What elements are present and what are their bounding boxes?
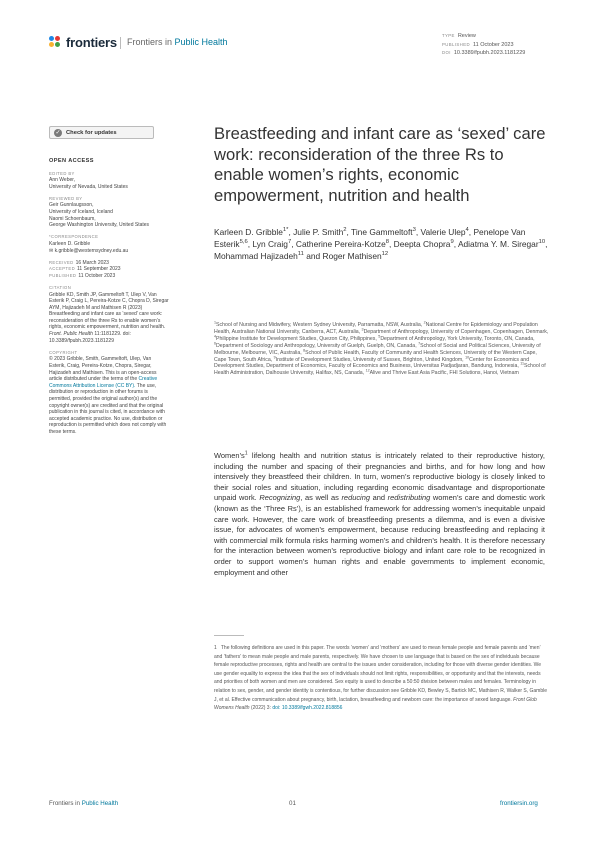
author-name[interactable]: Roger Mathisen	[322, 251, 382, 262]
journal-name[interactable]: Frontiers in Public Health	[127, 37, 228, 47]
affiliation-text: School of Nursing and Midwifery, Western Sydney University, Parramatta, NSW, Australia,	[216, 322, 424, 328]
affiliation-number: 8	[303, 347, 306, 352]
affiliation-text: School of Public Health, Faculty of Community and Health Sciences, University of the Western Cape, Cape Town, South Africa,	[214, 349, 537, 363]
affiliation-number: 11	[520, 361, 524, 366]
author-name[interactable]: Catherine Pereira-Kotze	[295, 239, 386, 250]
frontiers-logo[interactable]	[49, 35, 117, 50]
site-link[interactable]: frontiersin.org	[500, 800, 538, 807]
author-affiliation-ref: 10	[538, 239, 546, 246]
author-name[interactable]: Adiatma Y. M. Siregar	[457, 239, 539, 250]
footnote: 1 The following definitions are used in this paper. The words ‘women’ and ‘mothers’ are used to mean female people and female parents and ‘men’ and ‘fathers’ to mean male people and male parents, respectively. We have chosen to use language that is based on the sex of individuals because female reproductive processes, rights and health are central to the issues under consideration, including for those with diverse gender identities. We use gender equality to express the idea that the sex of individuals should not limit rights, responsibilities, or opportunity and that the interests, needs and priorities of both women and men are considered. Sex equity is used to describe a 50:50 division between males and females. Terminology in relation to sex, gender, and gender identity is contentious, for further discussion see Gribble KD, Bewley S, Bartick MC, Mathisen R, Walker S, Gamble J, et al. Effective communication about pregnancy, birth, lactation, breastfeeding and newborn care: the importance of sexed language. Front Glob Womens Health (2022) 3: doi: 10.3389/fgwh.2022.818856	[214, 645, 548, 712]
correspondent-name: Karleen D. Gribble	[49, 240, 91, 247]
article-type: Review	[457, 33, 476, 39]
footnote-doi-link[interactable]: doi: 10.3389/fgwh.2022.818856	[272, 705, 343, 712]
author-affiliation-ref: 3	[412, 227, 416, 234]
affiliation-text: Center for Economics and Development Studies, Department of Economics, Faculty of Economics and Business, Universitas Padjadjaran, Bandung, Indonesia,	[214, 356, 530, 370]
author-affiliation-ref: 12	[381, 251, 389, 258]
license-link[interactable]: Creative Commons Attribution License (CC BY).	[49, 376, 158, 389]
check-for-updates-button[interactable]: ✓ Check for updates	[49, 126, 154, 139]
correspondent-email[interactable]: ✉ k.gribble@westernsydney.edu.au	[49, 247, 129, 254]
author-affiliation-ref: 5,6	[239, 239, 248, 246]
author-affiliation-ref: 1*	[282, 227, 289, 234]
frontiers-logo-icon	[49, 36, 62, 49]
affiliation-text: Department of Anthropology, York University, Toronto, ON, Canada,	[380, 335, 535, 342]
affiliation-number: 10	[465, 354, 470, 359]
edited-by-heading: EDITED BY	[49, 170, 75, 176]
affiliation-number: 2	[423, 320, 426, 325]
open-access-label: OPEN ACCESS	[49, 158, 94, 164]
author-affiliation-ref: 7	[287, 239, 292, 246]
copyright-heading: COPYRIGHT	[49, 349, 78, 355]
article-body: $Women’s^1$ lifelong health and nutrition status is intricately related to their reproductive history, including the number and spacing of their pregnancies and births, and for how long and how intensively they breastfeed their children. In turn, women’s reproductive biology is closely linked to their social roles and situation, including regarding economic disadvantage and disproportionate unpaid work. Recognizing, as well as reducing and redistributing women’s care and domestic work (known as the ‘Three Rs’), is an established framework for addressing women’s inequitable unpaid care work. However, the care work of breastfeeding presents a dilemma, and is even a divisive issue, for advocates of women’s empowerment, because reducing breastfeeding and replacing it with commercial milk formula risks harming women’s and children’s health. It is therefore necessary for the interaction between women’s reproductive biology and infant care role to be recognized in order to support women’s human rights and enable governments to implement economic, employment and other	[214, 450, 545, 577]
reviewer-name: Naomi Schoenbaum,	[49, 215, 96, 222]
correspondence-heading: *CORRESPONDENCE	[49, 234, 99, 240]
affiliation-text: Institute of Development Studies, University of Sussex, Brighton, United Kingdom,	[275, 356, 466, 363]
author-separator: ,	[389, 239, 394, 250]
author-name[interactable]: Mohammad Hajizadeh	[214, 251, 298, 262]
affiliation-number: 6	[214, 340, 217, 345]
author-name[interactable]: Lyn Craig	[252, 239, 288, 250]
author-name[interactable]: Valerie Ulep	[420, 227, 466, 237]
author-separator: ,	[453, 239, 458, 250]
article-doi[interactable]: 10.3389/fpubh.2023.1181229	[453, 50, 526, 56]
affiliation-number: 3	[361, 327, 364, 332]
footnote-divider	[214, 635, 244, 636]
footnote-number: 1	[214, 645, 217, 651]
footer-journal[interactable]: Frontiers in Public Health	[49, 800, 119, 807]
article-title: Breastfeeding and infant care as ‘sexed’ care work: reconsideration of the three Rs to enable women’s rights, economic empowerment, nutrition and health	[214, 124, 546, 205]
author-name[interactable]: Deepta Chopra	[393, 239, 451, 250]
author-list	[214, 226, 554, 263]
citation-heading: CITATION	[49, 284, 72, 290]
author-affiliation-ref: 4	[465, 227, 469, 234]
author-separator: ,	[545, 239, 548, 250]
author-separator: ,	[288, 227, 294, 237]
author-separator: ,	[291, 239, 296, 250]
author-name[interactable]: Karleen D. Gribble	[214, 227, 283, 237]
article-meta: TYPE Review PUBLISHED 11 October 2023 DOI 10.3389/fpubh.2023.1181229	[442, 33, 526, 56]
received-date: 16 March 2023	[75, 259, 109, 266]
affiliation-text: Department of Anthropology, University of Copenhagen, Copenhagen, Denmark,	[363, 328, 549, 335]
affiliation-number: 12	[365, 368, 370, 373]
affiliation-number: 7	[418, 340, 421, 345]
accepted-date: 11 September 2023	[77, 266, 121, 273]
copyright-text: © 2023 Gribble, Smith, Gammeltoft, Ulep, Van Esterik, Craig, Pereira-Kotze, Chopra, Siregar, Hajizadeh and Mathisen. This is an open-access article distributed under the terms of the Creative Commons Attribution License (CC BY). The use, distribution or reproduction in other forums is permitted, provided the original author(s) and the copyright owner(s) are credited and that the original publication in this journal is cited, in accordance with accepted academic practice. No use, distribution or reproduction is permitted which does not comply with these terms.	[49, 356, 167, 435]
author-separator: and	[303, 251, 323, 262]
author-separator: ,	[247, 239, 253, 250]
check-circle-icon: ✓	[55, 129, 61, 136]
author-affiliation-ref: 11	[297, 251, 304, 258]
affiliation-text: National Centre for Epidemiology and Population Health, Australian National University, Canberra, ACT, Australia,	[214, 322, 538, 335]
affiliation-number: 1	[214, 320, 217, 325]
author-affiliation-ref: 2	[343, 227, 347, 234]
reviewed-by-heading: REVIEWED BY	[49, 195, 83, 201]
citation-text: Gribble KD, Smith JP, Gammeltoft T, Ulep V, Van Esterik P, Craig L, Pereira-Kotze C, Chopra D, Siregar AYM, Hajizadeh M and Mathisen R (2023) Breastfeeding and infant care as ‘sexed’ care work: reconsideration of the three Rs to enable women’s rights, economic empowerment, nutrition and health. Front. Public Health 11:1181229. doi: 10.3389/fpubh.2023.1181229	[49, 291, 169, 344]
author-separator: ,	[468, 227, 474, 237]
published-date: 11 October 2023	[472, 41, 514, 48]
article-info-sidebar	[49, 158, 169, 435]
affiliation-text: Department of Sociology and Anthropology, University of Guelph, Guelph, ON, Canada,	[216, 342, 419, 349]
author-affiliation-ref: 9	[450, 239, 454, 246]
page-number: 01	[289, 800, 296, 807]
reviewer-affiliation: University of Iceland, Iceland	[49, 209, 113, 216]
affiliations	[214, 322, 550, 377]
author-separator: ,	[346, 227, 352, 237]
editor-affiliation: University of Nevada, United States	[49, 183, 128, 190]
author-separator: ,	[415, 227, 421, 237]
affiliation-number: 9	[273, 354, 276, 359]
affiliation-number: 5	[378, 334, 381, 339]
brand-wordmark: frontiers	[66, 35, 117, 50]
affiliation-text: Philippine Institute for Development Studies, Quezon City, Philippines,	[216, 335, 379, 342]
affiliation-number: 4	[214, 334, 217, 339]
author-name[interactable]: Julie P. Smith	[293, 227, 344, 237]
editor-name: Ann Weber,	[49, 177, 76, 184]
affiliation-text: Alive and Thrive East Asia Pacific, FHI Solutions, Hanoi, Vietnam	[369, 370, 519, 377]
affiliation-text: School of Social and Political Sciences, University of Melbourne, Melbourne, VIC, Australia,	[214, 342, 541, 356]
published-date: 11 October 2023	[78, 272, 116, 279]
affiliation-text: School of Health Administration, Dalhousie University, Halifax, NS, Canada,	[214, 363, 546, 377]
author-name[interactable]: Tine Gammeltoft	[351, 227, 413, 237]
history-dates: RECEIVED 16 March 2023 ACCEPTED 11 September 2023 PUBLISHED 11 October 2023	[49, 259, 121, 279]
reviewer-affiliation: George Washington University, United States	[49, 222, 150, 229]
citation-doi[interactable]: doi: 10.3389/fpubh.2023.1181229	[49, 331, 131, 344]
author-name[interactable]: Penelope Van Esterik	[214, 227, 526, 250]
author-affiliation-ref: 8	[385, 239, 389, 246]
reviewer-name: Geir Gunnlaugsson,	[49, 202, 94, 209]
header-divider	[120, 37, 121, 49]
footnote-ref[interactable]: 1	[244, 450, 248, 457]
